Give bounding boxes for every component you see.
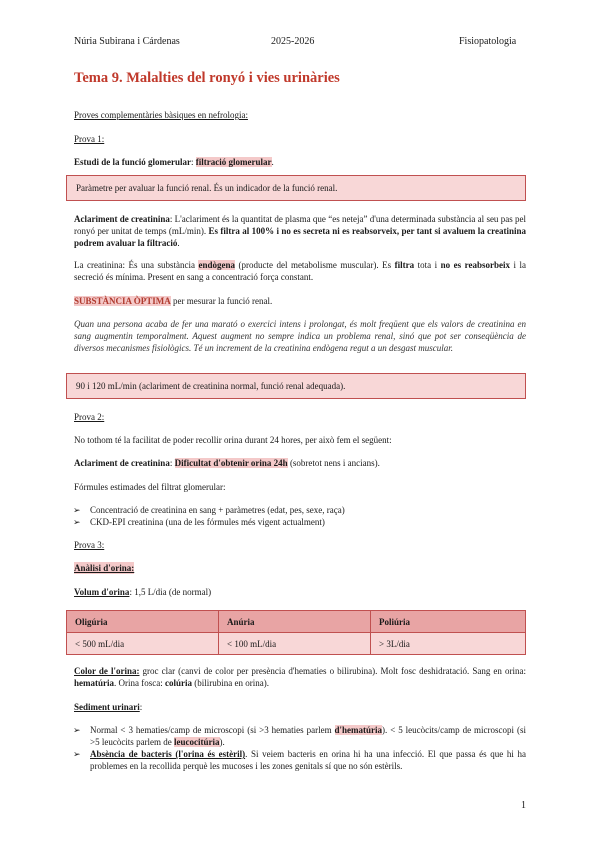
- prova3-color: Color de l'orina: groc clar (canvi de color per presència d'hematies o bilirubina). Molt fosc deshidratació. Sang en orina: hematúria. Orina fosca: colúria (bilirubina en orina).: [74, 666, 526, 688]
- table-header-cell: Poliúria: [371, 611, 526, 633]
- list-item: ➢ Concentració de creatinina en sang + paràmetres (edat, pes, sexe, raça): [73, 505, 345, 515]
- prova1-label: Prova 1:: [74, 134, 105, 144]
- prova1-aclariment: Aclariment de creatinina: L'aclariment és la quantitat de plasma que “es neteja” d'una determinada substància al seu pas pel ronyó per unitat de temps (mL/min). Es filtra al 100% i no es secreta ni es reabsorveix, per tant si avaluem la creatinina podrem avaluar la filtració.: [74, 214, 526, 248]
- prova1-italic-note: Quan una persona acaba de fer una marató o exercici intens i prolongat, és molt freqüent que els valors de creatinina en sang augmentin temporalment. Aquest augment no sempre indica un problema renal, sinó que pot ser conseqüència de diversos mecanismes fisiològics. Té un increment de la creatinina endògena regut a un desgast muscular.: [74, 319, 526, 353]
- prova2-formules: Fórmules estimades del filtrat glomerular:: [74, 482, 226, 492]
- prova1-substancia: SUBSTÀNCIA ÒPTIMA per mesurar la funció renal.: [74, 296, 273, 306]
- arrow-bullet-icon: ➢: [73, 725, 81, 735]
- table-cell: < 500 mL/dia: [67, 633, 219, 655]
- header-author: Núria Subirana i Cárdenas: [74, 36, 180, 47]
- prova2-label: Prova 2:: [74, 412, 105, 422]
- page-header: [0, 36, 600, 50]
- arrow-bullet-icon: ➢: [73, 505, 81, 515]
- prova3-analisi: Anàlisi d'orina:: [74, 563, 135, 573]
- prova3-volum: Volum d'orina: 1,5 L/dia (de normal): [74, 587, 212, 597]
- list-item: ➢ CKD-EPI creatinina (una de les fórmules més vigent actualment): [73, 517, 325, 527]
- intro-heading: Proves complementàries bàsiques en nefrologia:: [74, 110, 248, 120]
- list-item: ➢ Normal < 3 hematies/camp de microscopi (si >3 hematies parlem d'hematúria). < 5 leucòcits/camp de microscopi (si >5 leucòcits parlem de leucocitúria).: [73, 725, 526, 747]
- table-cell: < 100 mL/dia: [219, 633, 371, 655]
- prova3-label: Prova 3:: [74, 540, 105, 550]
- table-header-cell: Oligúria: [67, 611, 219, 633]
- table-header-row: [67, 611, 526, 633]
- table-cell: > 3L/dia: [371, 633, 526, 655]
- prova2-aclariment: Aclariment de creatinina: Dificultat d'obtenir orina 24h (sobretot nens i ancians).: [74, 458, 380, 468]
- list-item: ➢ Absència de bacteris (l'orina és estèril). Si veiem bacteris en orina hi ha una infecció. El que passa és que hi ha problemes en la recollida perquè les mucoses i les zones genitals sí que no són estèrils.: [73, 749, 526, 771]
- page-number: 1: [521, 800, 526, 811]
- prova1-range-box: 90 i 120 mL/min (aclariment de creatinina normal, funció renal adequada).: [66, 373, 526, 399]
- prova1-estudi: Estudi de la funció glomerular: filtració glomerular.: [74, 157, 274, 167]
- prova3-sediment: Sediment urinari:: [74, 702, 143, 712]
- prova1-info-box: Paràmetre per avaluar la funció renal. És un indicador de la funció renal.: [66, 175, 526, 201]
- table-header-cell: Anúria: [219, 611, 371, 633]
- arrow-bullet-icon: ➢: [73, 517, 81, 527]
- header-year: 2025-2026: [271, 36, 315, 47]
- arrow-bullet-icon: ➢: [73, 749, 81, 759]
- header-subject: Fisiopatologia: [459, 36, 517, 47]
- table-row: [67, 633, 526, 655]
- prova1-creatinina: La creatinina: És una substància endògena (producte del metabolisme muscular). Es filtra tota i no es reabsorbeix i la secreció és mínima. Present en sang a concentració força constant.: [74, 260, 526, 282]
- page-title: Tema 9. Malalties del ronyó i vies urinàries: [74, 70, 340, 86]
- prova2-line1: No tothom té la facilitat de poder recollir orina durant 24 hores, per això fem el següent:: [74, 435, 392, 445]
- urine-volume-table: [66, 610, 526, 655]
